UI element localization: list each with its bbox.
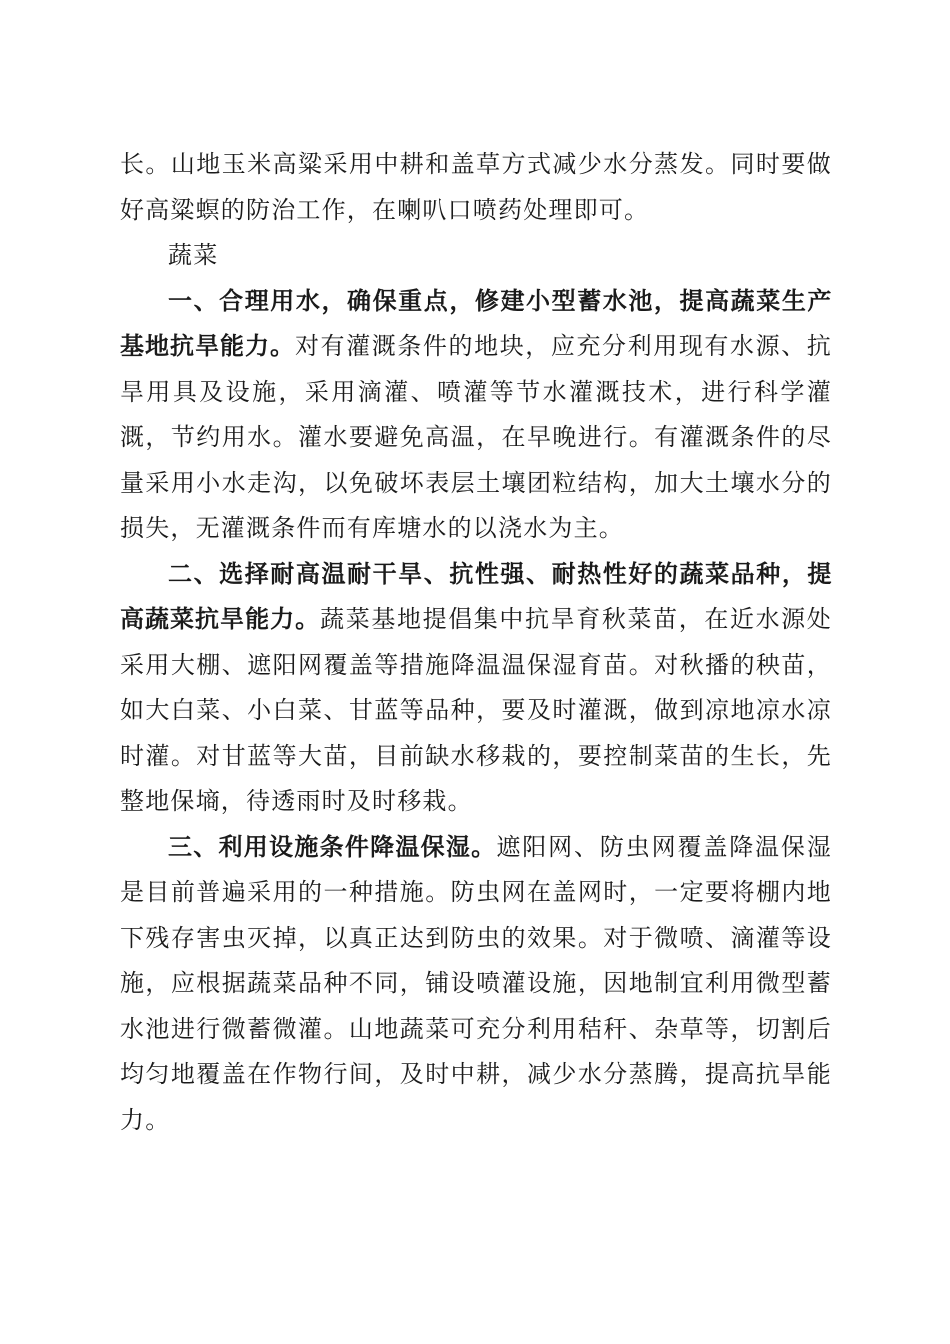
continuation-text: 长。山地玉米高粱采用中耕和盖草方式减少水分蒸发。同时要做好高粱螟的防治工作，在喇叭口喷药处理即可。 — [120, 150, 832, 224]
measure-body-3: 遮阳网、防虫网覆盖降温保湿是目前普遍采用的一种措施。防虫网在盖网时，一定要将棚内地下残存害虫灭掉，以真正达到防虫的效果。对于微喷、滴灌等设施，应根据蔬菜品种不同，铺设喷灌设施，因地制宜利用微型蓄水池进行微蓄微灌。山地蔬菜可充分利用秸秆、杂草等，切割后均匀地覆盖在作物行间，及时中耕，减少水分蒸腾，提高抗旱能力。 — [120, 832, 832, 1134]
continuation-paragraph — [120, 142, 832, 233]
measure-paragraph-2 — [120, 552, 832, 825]
measure-body-2: 蔬菜基地提倡集中抗旱育秋菜苗，在近水源处采用大棚、遮阳网覆盖等措施降温温保湿育苗。对秋播的秧苗，如大白菜、小白菜、甘蓝等品种，要及时灌溉，做到凉地凉水凉时灌。对甘蓝等大苗，目前缺水移栽的，要控制菜苗的生长，先整地保墒，待透雨时及时移栽。 — [120, 605, 832, 815]
measure-heading-2: 二、选择耐高温耐干旱、抗性强、耐热性好的蔬菜品种，提高蔬菜抗旱能力。 — [120, 559, 832, 633]
measure-heading-3: 三、利用设施条件降温保湿。 — [168, 832, 497, 861]
section-title-text: 蔬菜 — [168, 241, 219, 269]
document-body — [120, 142, 832, 1143]
measure-body-1: 对有灌溉条件的地块，应充分利用现有水源、抗旱用具及设施，采用滴灌、喷灌等节水灌溉技术，进行科学灌溉，节约用水。灌水要避免高温，在早晚进行。有灌溉条件的尽量采用小水走沟，以免破坏表层土壤团粒结构，加大土壤水分的损失，无灌溉条件而有库塘水的以浇水为主。 — [120, 332, 832, 542]
measure-heading-1: 一、合理用水，确保重点，修建小型蓄水池，提高蔬菜生产基地抗旱能力。 — [120, 286, 832, 360]
measure-paragraph-3 — [120, 825, 832, 1144]
measure-paragraph-1 — [120, 279, 832, 552]
section-title — [120, 233, 832, 279]
